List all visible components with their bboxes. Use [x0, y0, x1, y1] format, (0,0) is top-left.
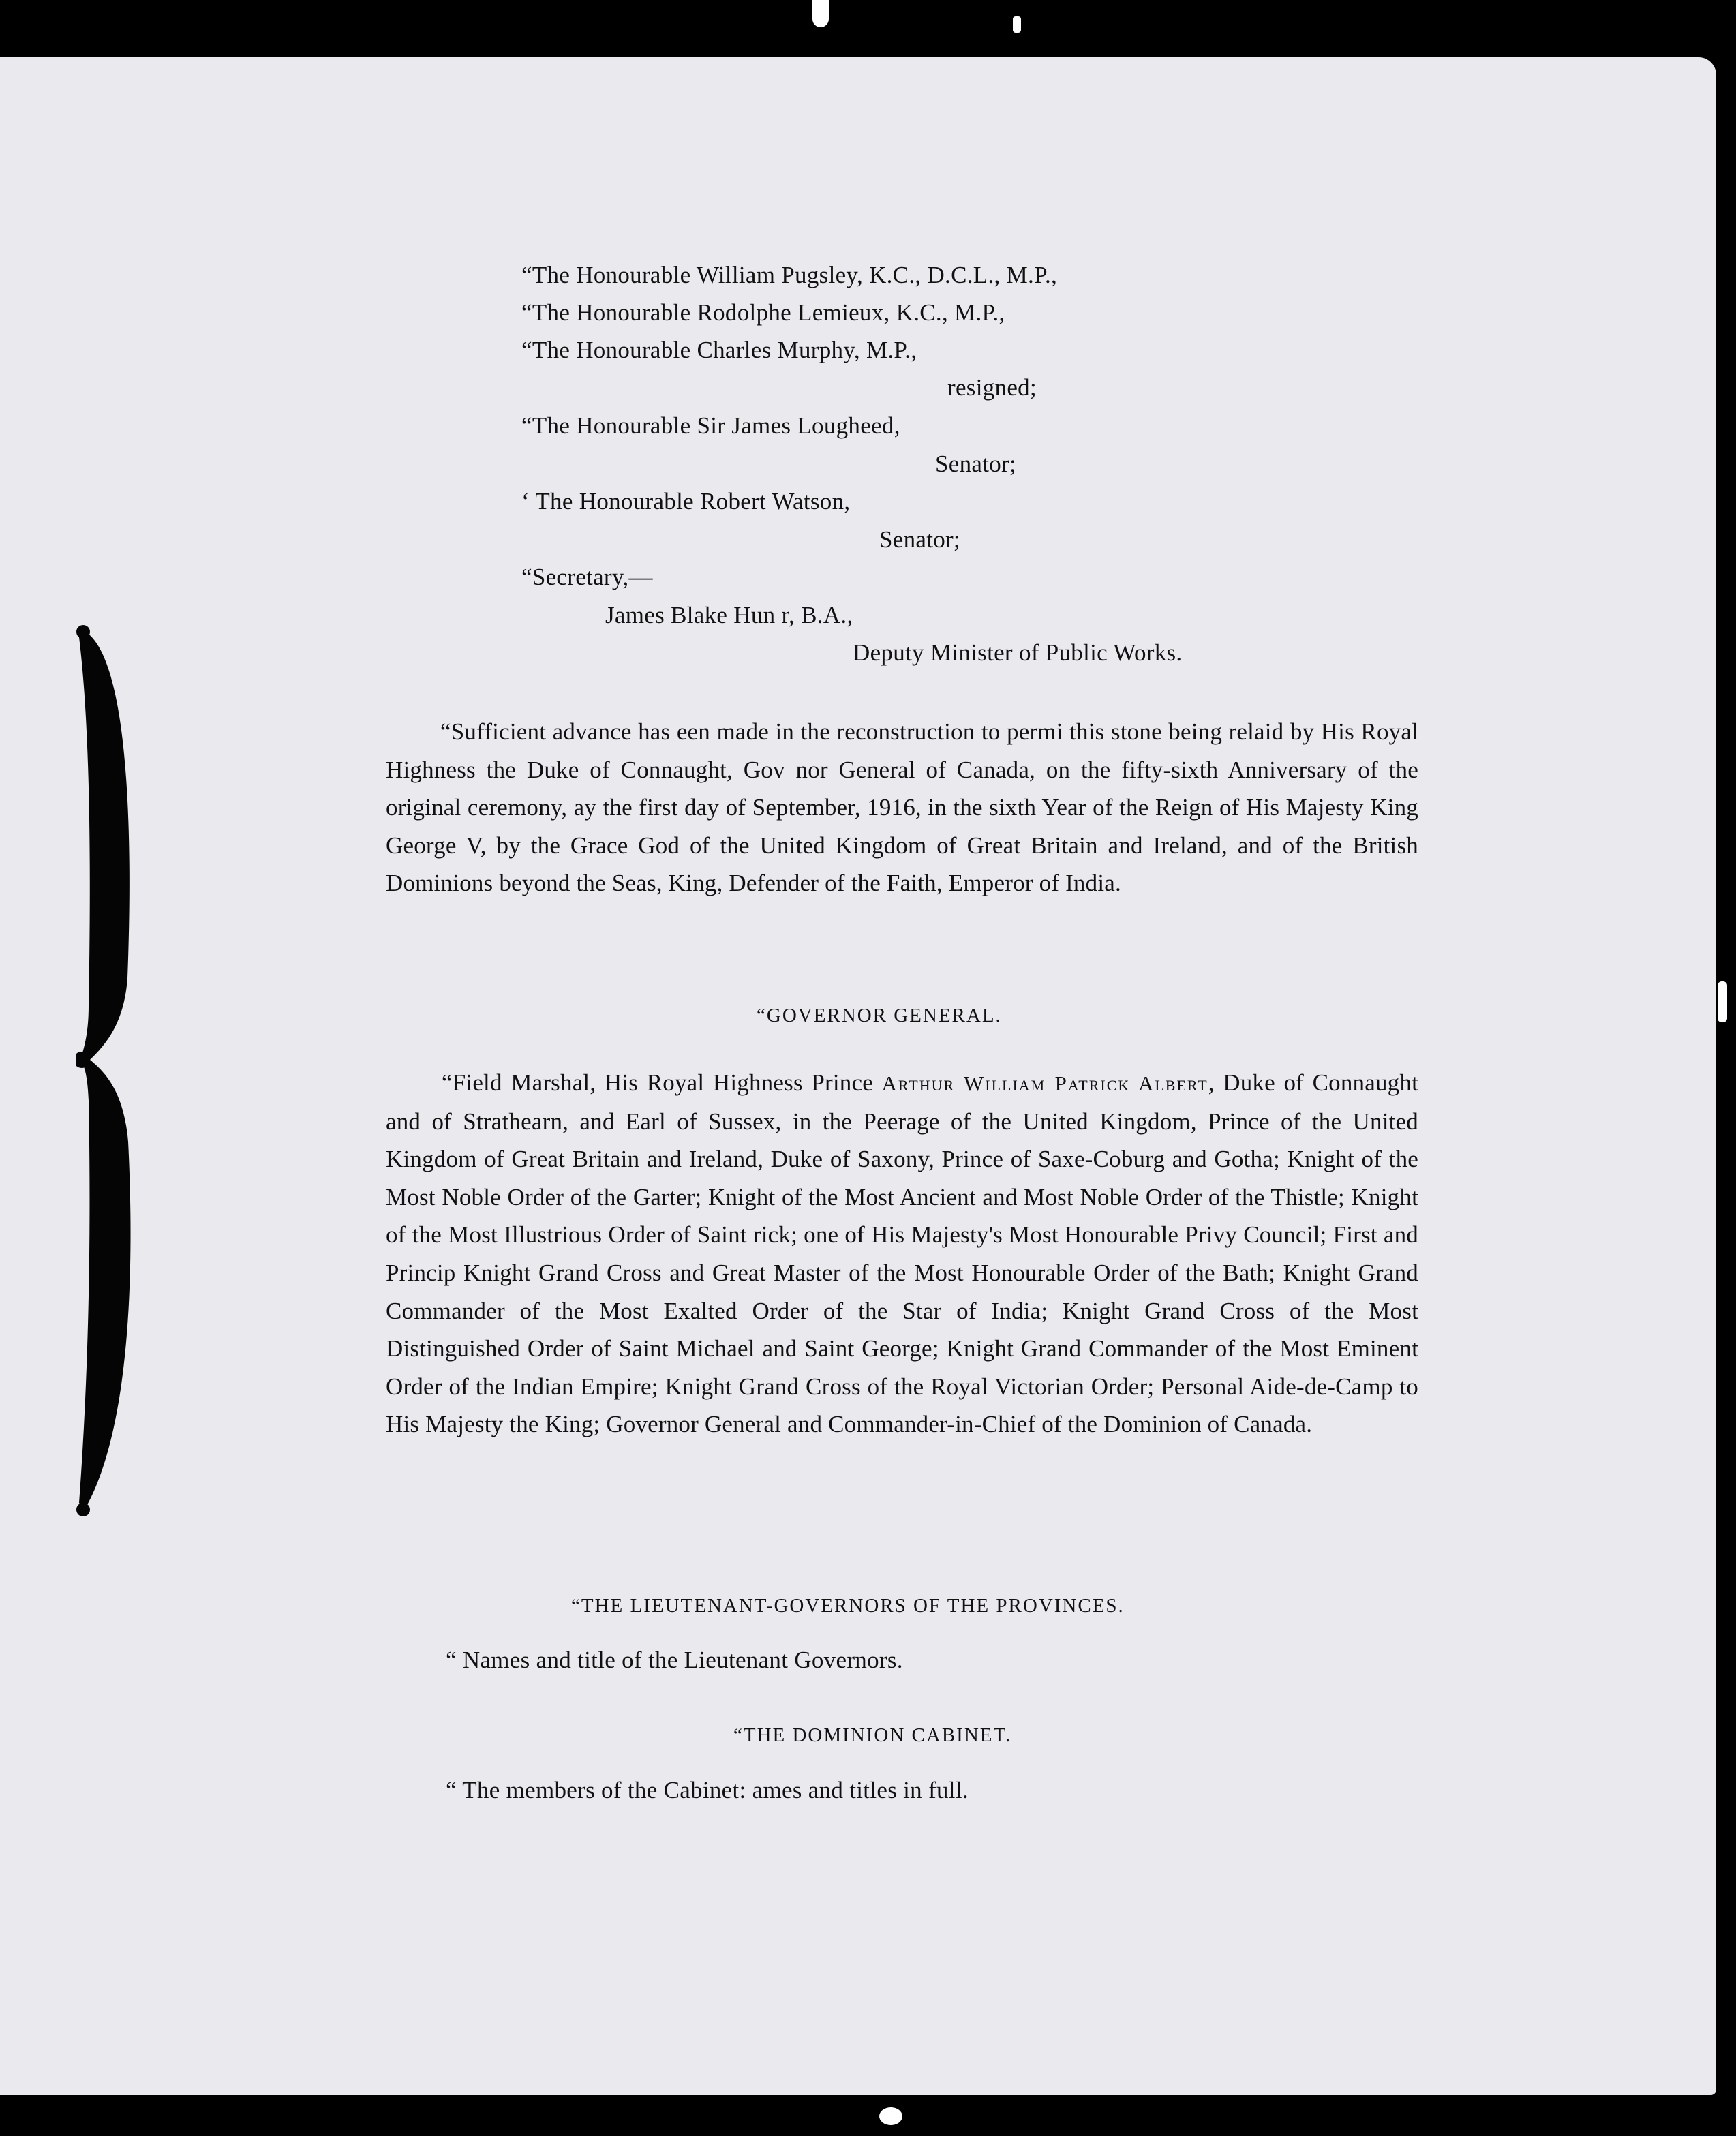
member-status-senator-2: Senator; — [879, 526, 961, 553]
paragraph-relaying-stone: “Sufficient advance has een made in the reconstruction to permi this stone being relaid by His Royal Highness the Duke of Connaught, Gov nor General of Canada, on the fifty-sixth Anniversary of the original ceremony, ay the first day of September, 1916, in the sixth Year of the Reign of His Majesty King George V, by the Grace God of the United Kingdom of Great Britain and Ireland, and of the British Dominions beyond the Seas, King, Defender of the Faith, Emperor of India. — [386, 718, 1418, 897]
scan-mark-bottom — [879, 2107, 902, 2125]
member-line-watson: ‘ The Honourable Robert Watson, — [521, 488, 851, 515]
member-line-lemieux: “The Honourable Rodolphe Lemieux, K.C., M.P., — [521, 299, 1005, 326]
member-line-murphy: “The Honourable Charles Murphy, M.P., — [521, 337, 917, 363]
line-lieutenant-governors: “ Names and title of the Lieutenant Governors. — [446, 1647, 903, 1673]
heading-dominion-cabinet: “THE DOMINION CABINET. — [733, 1724, 1012, 1746]
member-status-senator-1: Senator; — [935, 451, 1017, 477]
member-line-lougheed: “The Honourable Sir James Lougheed, — [521, 412, 900, 439]
member-status-resigned: resigned; — [947, 374, 1037, 401]
governor-name-smallcaps: Arthur William Patrick Albert — [881, 1071, 1208, 1095]
governor-titles-rest: , Duke of Connaught and of Strathearn, and Earl of Sussex, in the Peerage of the United Kingdom, Prince of the United Kingdom of Great Britain and Ireland, Duke of Saxony, Prince of Saxe-Coburg and Gotha; Knight of the Most Noble Order of the Garter; Knight of the Most Ancient and Most Noble Order of the Thistle; Knight of the Most Illustrious Order of Saint rick; one of His Majesty's Most Honourable Privy Council; First and Princip Knight Grand Cross and Great Master of the Most Honourable Order of the Bath; Knight Grand Commander of the Most Exalted Order of the Star of India; Knight Grand Cross of the Most Distinguished Order of Saint Michael and Saint George; Knight Grand Commander of the Most Eminent Order of the Indian Empire; Knight Grand Cross of the Royal Victorian Order; Personal Aide-de-Camp to His Majesty the King; Governor General and Commander-in-Chief of the Dominion of Canada. — [386, 1069, 1418, 1438]
secretary-title: Deputy Minister of Public Works. — [853, 639, 1183, 666]
heading-governor-general: “GOVERNOR GENERAL. — [757, 1005, 1002, 1026]
scan-mark-top-left — [812, 0, 829, 27]
line-dominion-cabinet: “ The members of the Cabinet: ames and titles in full. — [446, 1777, 969, 1803]
secretary-label: “Secretary,— — [521, 564, 653, 590]
member-line-pugsley: “The Honourable William Pugsley, K.C., D.C.L., M.P., — [521, 262, 1058, 288]
heading-lieutenant-governors: “THE LIEUTENANT-GOVERNORS OF THE PROVINCES. — [571, 1595, 1125, 1617]
secretary-name: James Blake Hun r, B.A., — [605, 602, 853, 628]
binding-clip — [76, 624, 138, 1523]
scan-mark-right — [1718, 981, 1727, 1022]
governor-titles-lead: “Field Marshal, His Royal Highness Prince — [442, 1069, 882, 1096]
binding-clip-shape — [76, 624, 138, 1523]
scan-mark-top-center — [1013, 16, 1021, 33]
paragraph-governor-titles — [386, 1064, 1418, 1444]
